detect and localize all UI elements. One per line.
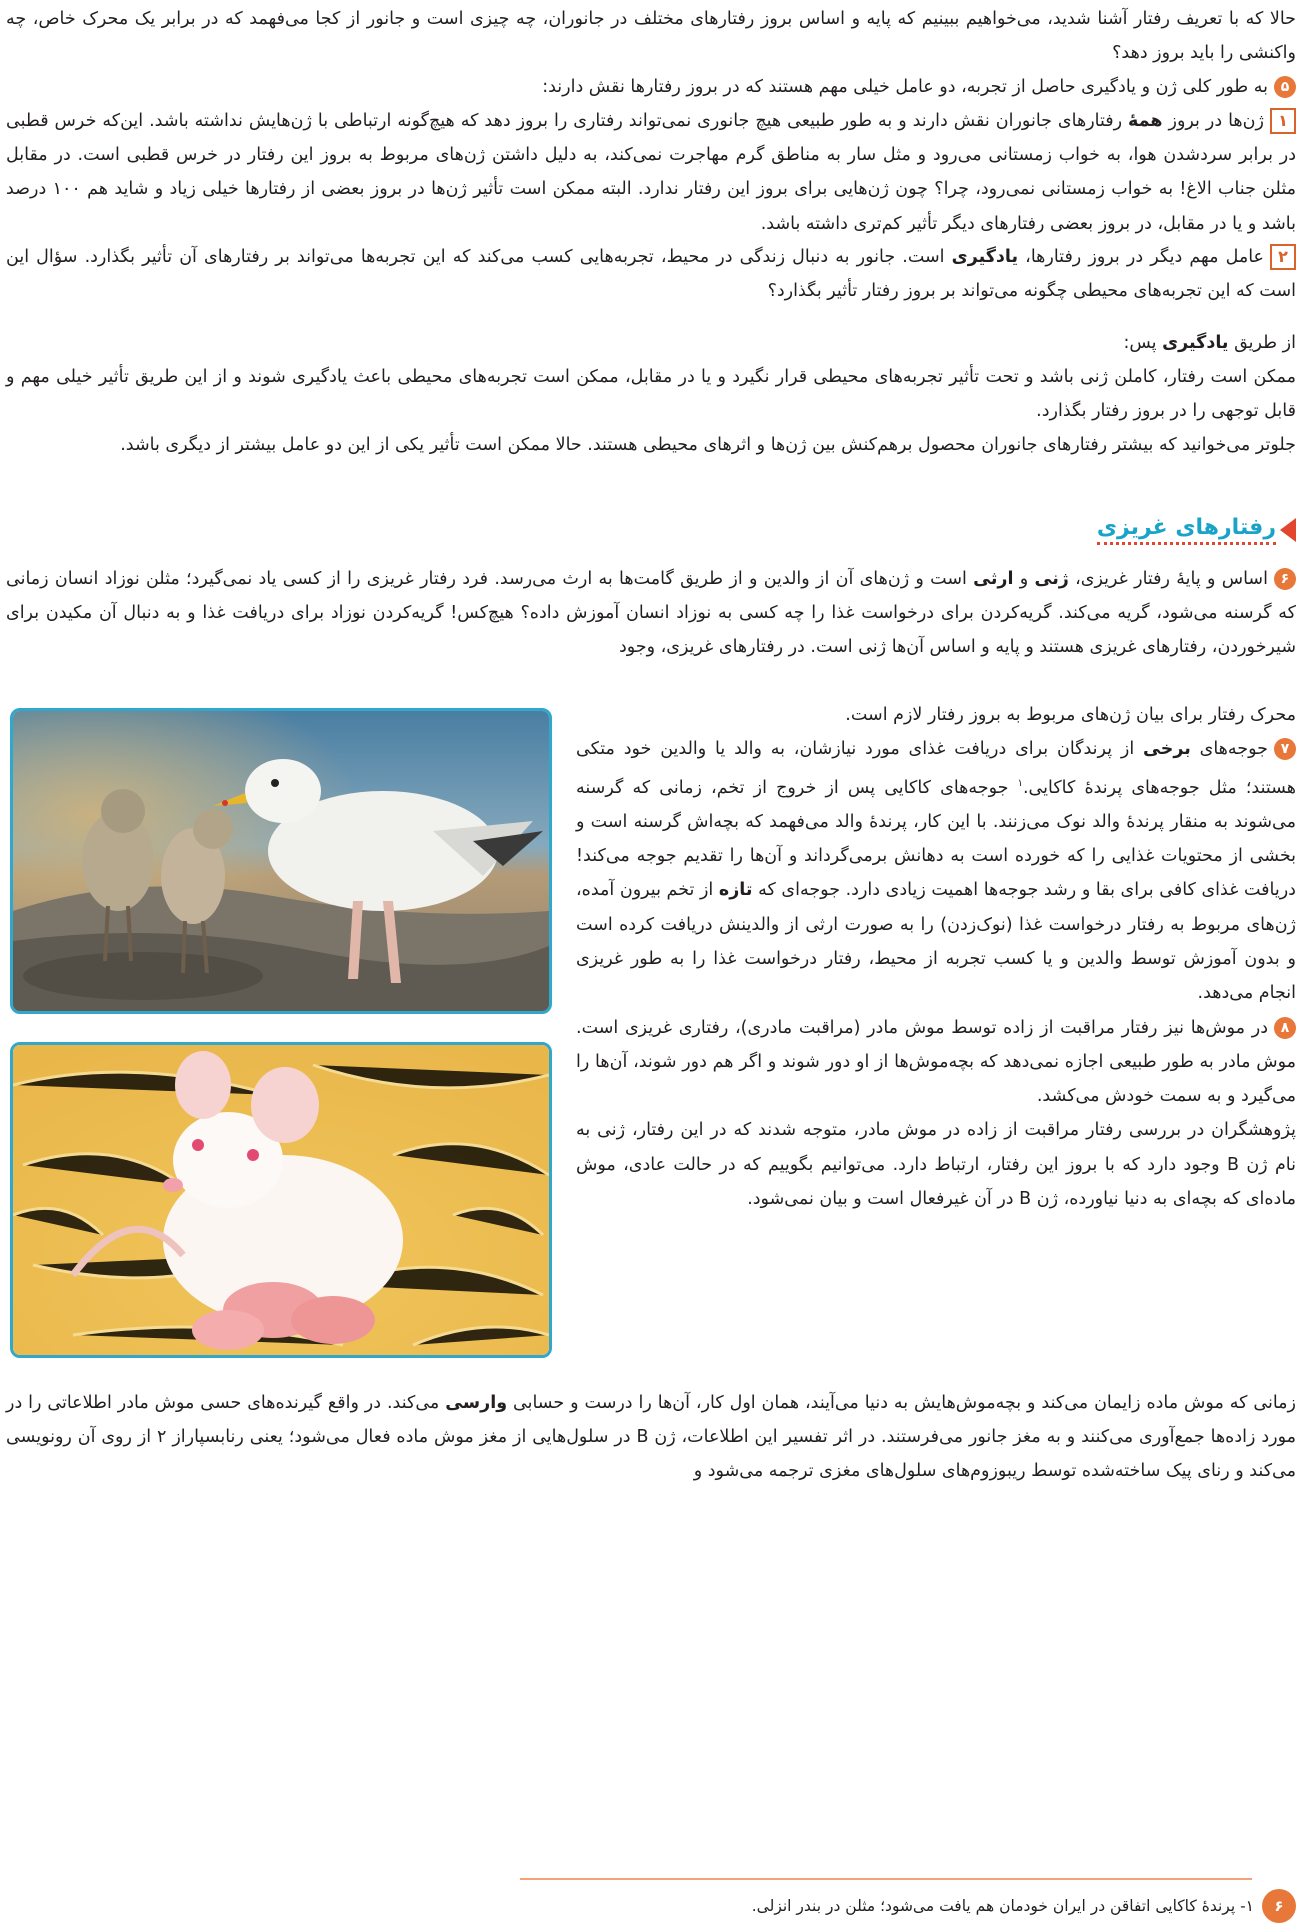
footnote-mark: ۱ — [1017, 777, 1023, 789]
heading-arrow-icon — [1280, 518, 1296, 542]
research-paragraph: پژوهشگران در بررسی رفتار مراقبت از زاده در موش مادر، متوجه شدند که در این رفتار، ژنی به نام ژن B وجود دارد که با بروز این رفتار، ارتباط دارد. می‌توانیم بگوییم که در حالت عادی، موش ماده‌ای که بچه‌ای به دنیا نیاورده، ژن B در آن غیرفعال است و بیان نمی‌شود. — [576, 1120, 1296, 1209]
footnote — [752, 1888, 1296, 1924]
paragraph-6: ۶اساس و پایهٔ رفتار غریزی، ژنی و ارثی است و ژن‌های آن از والدین و از طریق گامت‌ها به ارث می‌رسد. فرد رفتار غریزی را از کسی یاد نمی‌گیرد؛ مثلن نوزاد انسان زمانی که گرسنه می‌شود، گریه می‌کند. گریه‌کردن برای درخواست غذا را چه کسی به نوزاد انسان آموزش داده؟ هیچ‌کس! گریه‌کردن نوزاد برای دریافت غذا و به دنبال آن مکیدن برای شیرخوردن، رفتارهای غریزی هستند و پایه و اساس آن‌ها ژنی است. در رفتارهای غریزی، وجود — [6, 569, 1296, 658]
paragraph-number-badge: ۵ — [1274, 76, 1296, 98]
paragraph-number-badge: ۶ — [1274, 568, 1296, 590]
intro-paragraph: حالا که با تعریف رفتار آشنا شدید، می‌خواهیم ببینیم که پایه و اساس بروز رفتارهای مختلف در جانوران، چه چیزی است و جانور از کجا می‌فهمد که در برابر یک محرک خاص، چه واکنشی را باید بروز دهد؟ — [6, 9, 1296, 64]
ahead-paragraph: جلوتر می‌خوانید که بیشتر رفتارهای جانوران محصول برهم‌کنش بین ژن‌ها و اثرهای محیطی هستند. حالا ممکن است تأثیر یکی از این دو عامل بیشتر از دیگری باشد. — [120, 435, 1296, 455]
mother-mouse-photo — [10, 1042, 552, 1358]
gull-chicks-photo — [10, 708, 552, 1014]
factor-learning-paragraph: ۲عامل مهم دیگر در بروز رفتارها، یادگیری است. جانور به دنبال زندگی در محیط، تجربه‌هایی کسب می‌کند که این تجربه‌ها می‌تواند بر رفتارهای آن تأثیر بگذارد. سؤال این است که این تجربه‌های محیطی چگونه می‌تواند بر بروز رفتار تأثیر بگذارد؟ — [6, 240, 1296, 308]
right-column-text — [576, 698, 1296, 1216]
footnote-text: ۱- پرندهٔ کاکایی اتفاقن در ایران خودمان هم یافت می‌شود؛ مثلن در بندر انزلی. — [751, 1897, 1254, 1915]
paragraph-number-badge: ۸ — [1274, 1017, 1296, 1039]
paragraph-number-badge: ۷ — [1274, 738, 1296, 760]
paragraph-8: ۸در موش‌ها نیز رفتار مراقبت از زاده توسط موش مادر (مراقبت مادری)، رفتاری غریزی است. موش مادر به طور طبیعی اجازه نمی‌دهد که بچه‌موش‌ها از او دور شوند و اگر هم دور شوند، آن‌ها را می‌گیرد و به سمت خودش می‌کشد. — [576, 1017, 1296, 1107]
factor-genes-paragraph: ۱ژن‌ها در بروز همهٔ رفتارهای جانوران نقش دارند و به طور طبیعی هیچ جانوری نمی‌تواند رفتاری را بروز دهد که هیچ‌گونه ارتباطی با ژن‌هایش نداشته باشد. این‌که خرس قطبی در برابر سردشدن هوا، به خواب زمستانی می‌رود و مثل سار به مناطق گرم مهاجرت نمی‌کند، به دلیل داشتن ژن‌های مربوط به بروز این رفتار در خرس قطبی است. در مقابل مثلن جناب الاغ! به خواب زمستانی نمی‌رود، چرا؟ چون ژن‌هایی برای بروز این رفتار ندارد. البته ممکن است تأثیر ژن‌ها در بروز بعضی از رفتارها خیلی زیاد و شاید هم ۱۰۰ درصد باشد و یا در مقابل، در بروز بعضی رفتارهای دیگر تأثیر کم‌تری داشته باشد. — [6, 104, 1296, 241]
section-heading: رفتارهای غریزی — [1097, 510, 1296, 550]
gull-illustration — [13, 711, 549, 1011]
learning-body-paragraph: ممکن است رفتار، کاملن ژنی باشد و تحت تأثیر تجربه‌های محیطی قرار نگیرد و یا در مقابل، ممکن است تجربه‌های محیطی باعث یادگیری شوند و از این طریق تأثیر خیلی مهم و قابل توجهی را در بروز رفتار بگذارد. — [6, 367, 1296, 422]
via-learning-line: از طریق یادگیری پس: — [1123, 333, 1296, 353]
paragraph-5: ۵به طور کلی ژن و یادگیری حاصل از تجربه، دو عامل خیلی مهم هستند که در بروز رفتارها نقش دارند: — [6, 70, 1296, 104]
column-start-line: محرک رفتار برای بیان ژن‌های مربوط به بروز رفتار لازم است. — [845, 705, 1296, 725]
item-number-badge: ۱ — [1270, 108, 1296, 134]
page-number-badge: ۶ — [1262, 1889, 1296, 1923]
mouse-illustration — [13, 1045, 549, 1355]
bottom-paragraph: زمانی که موش ماده زایمان می‌کند و بچه‌موش‌هایش به دنیا می‌آیند، همان اول کار، آن‌ها را درست و حسابی وارسی می‌کند. در واقع گیرنده‌های حسی موش مادر اطلاعاتی را در مورد زاده‌ها جمع‌آوری می‌کنند و به مغز جانور می‌فرستند. در اثر تفسیر این اطلاعات، ژن B در سلول‌هایی از مغز موش ماده فعال می‌شود؛ یعنی رنابسپاراز ۲ از روی آن رونویسی می‌کند و رنای پیک ساخته‌شده توسط ریبوزوم‌های سلول‌های مغزی ترجمه می‌شود و — [6, 1393, 1296, 1482]
item-number-badge: ۲ — [1270, 244, 1296, 270]
paragraph-7: ۷جوجه‌های برخی از پرندگان برای دریافت غذای مورد نیازشان، به والد یا والدین خود متکی هستند؛ مثل جوجه‌های پرندهٔ کاکایی.$^۱$ جوجه‌های کاکایی پس از خروج از تخم، زمانی که گرسنه می‌شوند به منقار پرندهٔ والد نوک می‌زنند. با این کار، پرندهٔ والد می‌فهمد که بچه‌اش گرسنه است و بخشی از محتویات غذایی را که خورده است به دهانش برمی‌گرداند و آن‌ها را تقدیم جوجه می‌کند! دریافت غذای کافی برای بقا و رشد جوجه‌ها اهمیت زیادی دارد. جوجه‌ای که تازه از تخم بیرون آمده، ژن‌های مربوط به رفتار درخواست غذا (نوک‌زدن) را به صورت ارثی از والدینش دریافت کرده است و بدون آموزش توسط والدین و یا کسب تجربه از محیط، رفتار درخواست غذا را به طور غریزی انجام می‌دهد. — [576, 739, 1296, 1004]
footnote-divider — [520, 1878, 1252, 1880]
